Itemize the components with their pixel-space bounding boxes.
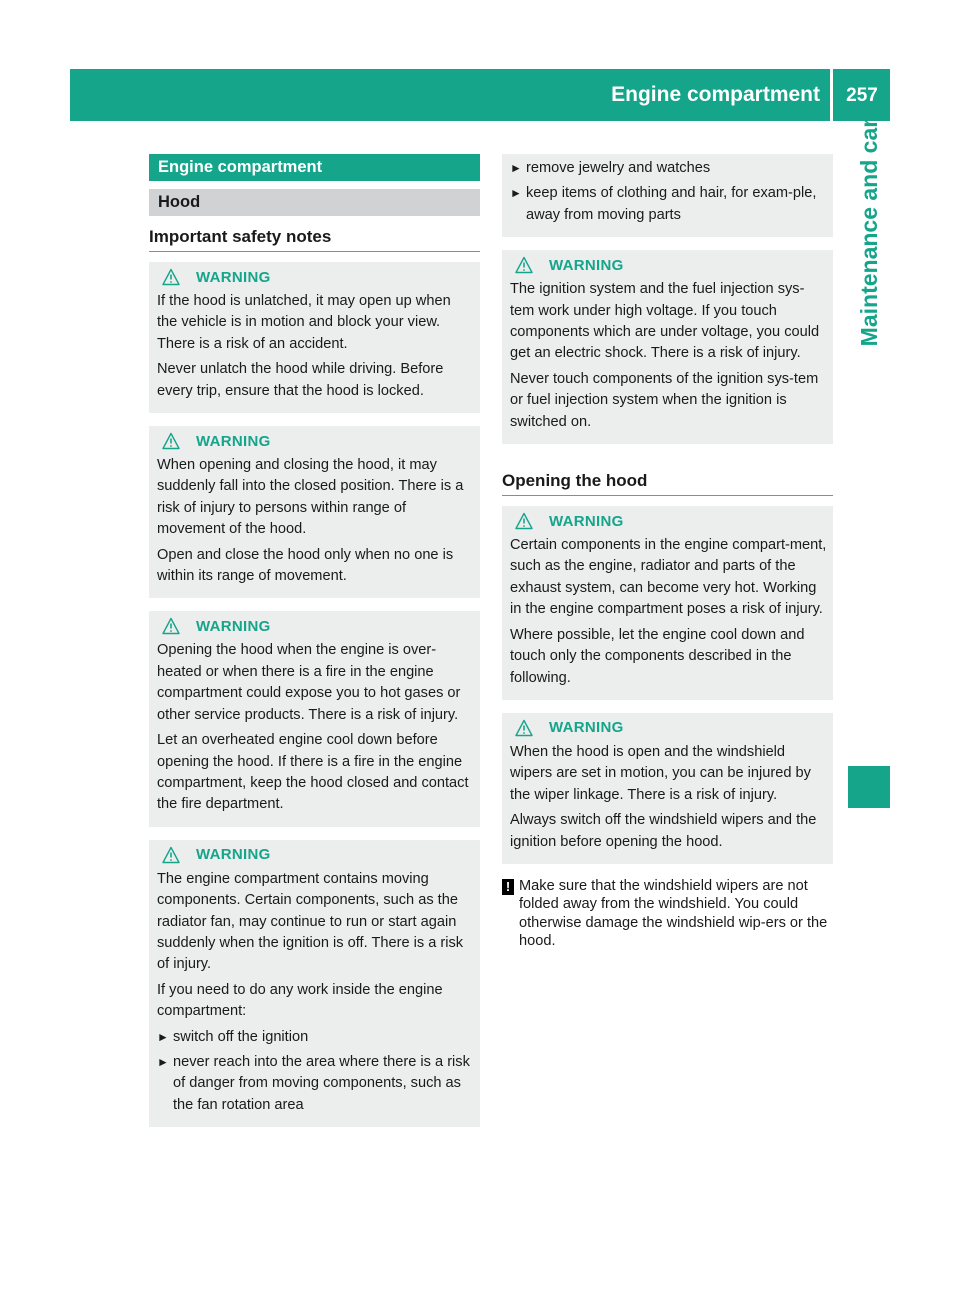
list-item [510, 158, 827, 179]
warning-label: WARNING [549, 256, 624, 274]
warning-header [157, 265, 474, 289]
damage-notice [502, 877, 833, 951]
warning-triangle-icon [515, 719, 533, 737]
bullet-list [157, 1027, 474, 1117]
warning-text: The ignition system and the fuel injection sys-tem work under high voltage. If you touch components which are under voltage, you could get an electric shock. There is a risk of injury. [510, 281, 820, 362]
left-column [149, 154, 480, 1140]
warning-box-ignition-voltage [502, 250, 833, 444]
page-number: 257 [846, 85, 878, 106]
warning-header [157, 429, 474, 453]
warning-text: Never unlatch the hood while driving. Before every trip, ensure that the hood is locked. [157, 361, 444, 399]
warning-text: Certain components in the engine compart-ment, such as the engine, radiator and parts of the exhaust system, can become very hot. Working in the engine compartment poses a risk of injury. [510, 537, 827, 618]
list-item-text: switch off the ignition [173, 1028, 309, 1045]
warning-text: Never touch components of the ignition sys-tem or fuel injection system when the ignition is switched on. [510, 370, 819, 430]
warning-text: Let an overheated engine cool down before opening the hood. If there is a fire in the engine compartment, keep the hood closed and contact the fire department. [157, 732, 469, 813]
warning-triangle-icon [162, 846, 180, 864]
warning-text: When the hood is open and the windshield wipers are set in motion, you can be injured by the wiper linkage. There is a risk of injury. [510, 743, 811, 803]
warning-text: When opening and closing the hood, it may suddenly fall into the closed position. There is a risk of injury to persons within range of movement of the hood. [157, 457, 464, 538]
list-item [157, 1052, 474, 1116]
bullet-marker-icon: ► [157, 1054, 169, 1069]
notice-text: Make sure that the windshield wipers are not folded away from the windshield. You could otherwise damage the windshield wip-ers or the hood. [519, 877, 828, 950]
warning-text: Opening the hood when the engine is over-heated or when there is a fire in the engine compartment could expose you to hot gases or other service products. There is a risk of injury. [157, 642, 461, 723]
section-title: Engine compartment [149, 154, 480, 181]
list-item-text: never reach into the area where there is a risk of danger from moving components, such as the fan rotation area [173, 1053, 470, 1113]
page-header [70, 69, 890, 121]
list-item-text: keep items of clothing and hair, for exam-ple, away from moving parts [526, 185, 817, 223]
warning-text: If the hood is unlatched, it may open up when the vehicle is in motion and block your view. There is a risk of an accident. [157, 293, 451, 352]
header-title: Engine compartment [611, 83, 820, 106]
warning-box-continued [502, 154, 833, 237]
bullet-marker-icon: ► [510, 161, 522, 175]
warning-text: Always switch off the windshield wipers and the ignition before opening the hood. [510, 812, 817, 850]
warning-box-moving-components [149, 840, 480, 1127]
subsection-title: Hood [149, 189, 480, 216]
warning-triangle-icon [515, 512, 533, 530]
warning-triangle-icon [515, 256, 533, 274]
exclamation-icon: ! [502, 879, 514, 895]
header-divider [830, 69, 833, 121]
warning-triangle-icon [162, 432, 180, 450]
warning-triangle-icon [162, 268, 180, 286]
warning-header [157, 614, 474, 638]
warning-label: WARNING [196, 432, 271, 450]
warning-label: WARNING [196, 617, 271, 635]
warning-text: Open and close the hood only when no one is within its range of movement. [157, 546, 454, 585]
warning-label: WARNING [549, 719, 624, 737]
warning-label: WARNING [196, 268, 271, 286]
warning-text: Where possible, let the engine cool down and touch only the components described in the following. [510, 626, 805, 686]
bullet-marker-icon: ► [510, 186, 522, 201]
heading-opening-hood: Opening the hood [502, 469, 833, 496]
warning-header [510, 253, 827, 277]
warning-box-hood-falling [149, 426, 480, 598]
warning-header [157, 843, 474, 867]
warning-box-hot-components [502, 506, 833, 700]
warning-header [510, 716, 827, 740]
warning-triangle-icon [162, 617, 180, 635]
right-column [502, 154, 833, 951]
warning-text: The engine compartment contains moving components. Certain components, such as the radiator fan, may continue to run or start again suddenly when the ignition is off. There is a risk of injury. [157, 870, 464, 973]
list-item [157, 1027, 474, 1048]
warning-box-wiper-linkage [502, 713, 833, 864]
chapter-label: Maintenance and care [856, 106, 882, 347]
chapter-marker [848, 766, 890, 808]
warning-box-overheated-engine [149, 611, 480, 826]
bullet-list [510, 158, 827, 226]
chapter-side-tab [848, 106, 890, 766]
list-item-text: remove jewelry and watches [526, 160, 711, 176]
warning-header [510, 509, 827, 533]
heading-safety-notes: Important safety notes [149, 225, 480, 252]
warning-label: WARNING [196, 846, 271, 864]
list-item [510, 183, 827, 226]
warning-text: If you need to do any work inside the engine compartment: [157, 981, 443, 1020]
warning-box-hood-unlatched [149, 262, 480, 413]
bullet-marker-icon: ► [157, 1029, 169, 1044]
warning-label: WARNING [549, 512, 624, 530]
